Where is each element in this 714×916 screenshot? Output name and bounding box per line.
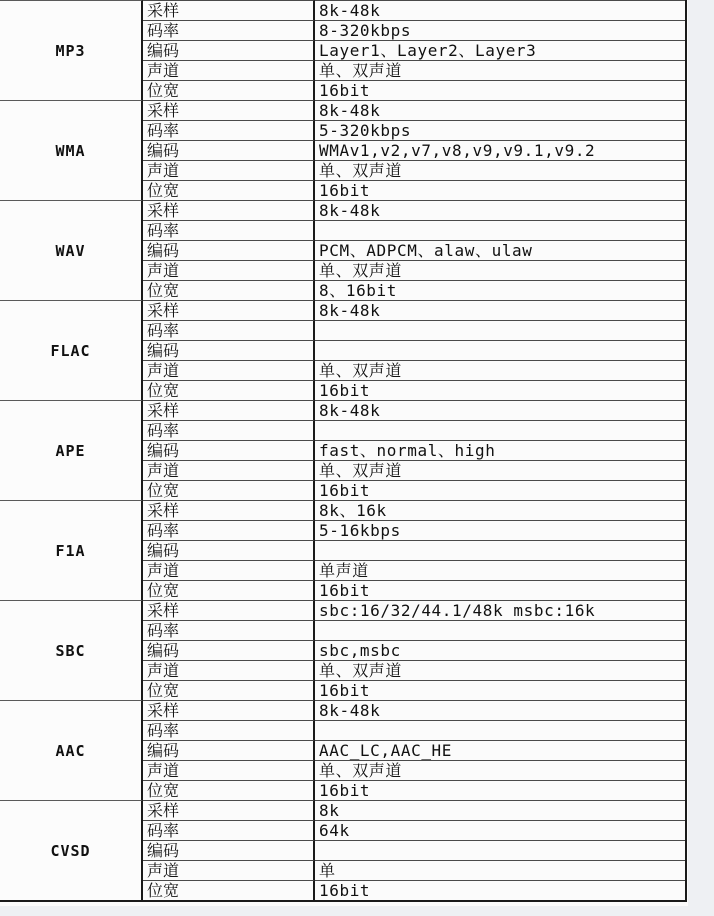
attribute-label-cell: 编码: [143, 240, 315, 260]
attribute-label-cell: 码率: [143, 320, 315, 340]
attribute-value-cell: 8k: [315, 800, 685, 820]
attribute-label-cell: 声道: [143, 660, 315, 680]
attribute-value-cell: 16bit: [315, 180, 685, 200]
attribute-label-cell: 码率: [143, 420, 315, 440]
attribute-label-cell: 声道: [143, 760, 315, 780]
attribute-value-cell: [315, 420, 685, 440]
attribute-value-cell: 16bit: [315, 80, 685, 100]
attribute-value-cell: 单、双声道: [315, 160, 685, 180]
format-name-cell: CVSD: [0, 800, 143, 900]
attribute-value-cell: [315, 340, 685, 360]
attribute-label-cell: 声道: [143, 160, 315, 180]
attribute-value-cell: 16bit: [315, 380, 685, 400]
attribute-value-cell: [315, 620, 685, 640]
attribute-value-cell: 单、双声道: [315, 360, 685, 380]
format-name-cell: WAV: [0, 200, 143, 300]
attribute-value-cell: 8k、16k: [315, 500, 685, 520]
attribute-value-cell: 单声道: [315, 560, 685, 580]
attribute-label-cell: 码率: [143, 820, 315, 840]
attribute-label-cell: 采样: [143, 300, 315, 320]
attribute-value-cell: 单、双声道: [315, 60, 685, 80]
attribute-label-cell: 声道: [143, 260, 315, 280]
attribute-label-cell: 码率: [143, 520, 315, 540]
attribute-value-cell: 16bit: [315, 880, 685, 900]
format-name-cell: WMA: [0, 100, 143, 200]
attribute-label-cell: 位宽: [143, 80, 315, 100]
attribute-label-cell: 位宽: [143, 580, 315, 600]
attribute-value-cell: 单、双声道: [315, 760, 685, 780]
format-name-cell: AAC: [0, 700, 143, 800]
format-name-cell: SBC: [0, 600, 143, 700]
attribute-label-cell: 编码: [143, 740, 315, 760]
attribute-label-cell: 编码: [143, 140, 315, 160]
attribute-value-cell: 8k-48k: [315, 300, 685, 320]
format-name-cell: MP3: [0, 0, 143, 100]
attribute-value-cell: 单、双声道: [315, 660, 685, 680]
attribute-value-cell: Layer1、Layer2、Layer3: [315, 40, 685, 60]
attribute-label-cell: 位宽: [143, 680, 315, 700]
attribute-value-cell: 8-320kbps: [315, 20, 685, 40]
format-name-cell: APE: [0, 400, 143, 500]
attribute-label-cell: 码率: [143, 120, 315, 140]
attribute-value-cell: WMAv1,v2,v7,v8,v9,v9.1,v9.2: [315, 140, 685, 160]
attribute-label-cell: 位宽: [143, 280, 315, 300]
attribute-label-cell: 位宽: [143, 780, 315, 800]
attribute-value-cell: AAC_LC,AAC_HE: [315, 740, 685, 760]
attribute-label-cell: 位宽: [143, 880, 315, 900]
attribute-value-cell: 8k-48k: [315, 400, 685, 420]
attribute-label-cell: 采样: [143, 600, 315, 620]
attribute-label-cell: 位宽: [143, 380, 315, 400]
attribute-label-cell: 采样: [143, 700, 315, 720]
attribute-label-cell: 码率: [143, 20, 315, 40]
attribute-label-cell: 码率: [143, 720, 315, 740]
attribute-value-cell: sbc,msbc: [315, 640, 685, 660]
attribute-value-cell: 单、双声道: [315, 260, 685, 280]
attribute-label-cell: 编码: [143, 840, 315, 860]
attribute-label-cell: 采样: [143, 200, 315, 220]
format-name-cell: FLAC: [0, 300, 143, 400]
attribute-label-cell: 声道: [143, 360, 315, 380]
attribute-value-cell: 8k-48k: [315, 700, 685, 720]
attribute-label-cell: 编码: [143, 340, 315, 360]
attribute-value-cell: sbc:16/32/44.1/48k msbc:16k: [315, 600, 685, 620]
attribute-value-cell: 16bit: [315, 780, 685, 800]
attribute-label-cell: 编码: [143, 540, 315, 560]
attribute-label-cell: 采样: [143, 400, 315, 420]
attribute-label-cell: 采样: [143, 100, 315, 120]
attribute-label-cell: 码率: [143, 220, 315, 240]
attribute-value-cell: 5-16kbps: [315, 520, 685, 540]
attribute-value-cell: 64k: [315, 820, 685, 840]
attribute-label-cell: 位宽: [143, 180, 315, 200]
attribute-label-cell: 位宽: [143, 480, 315, 500]
attribute-label-cell: 码率: [143, 620, 315, 640]
attribute-value-cell: 8k-48k: [315, 0, 685, 20]
attribute-value-cell: 单、双声道: [315, 460, 685, 480]
attribute-value-cell: 单: [315, 860, 685, 880]
attribute-value-cell: 16bit: [315, 680, 685, 700]
attribute-value-cell: 16bit: [315, 480, 685, 500]
attribute-value-cell: 16bit: [315, 580, 685, 600]
attribute-label-cell: 声道: [143, 560, 315, 580]
attribute-value-cell: fast、normal、high: [315, 440, 685, 460]
attribute-value-cell: [315, 540, 685, 560]
attribute-value-cell: [315, 840, 685, 860]
attribute-value-cell: [315, 220, 685, 240]
attribute-label-cell: 声道: [143, 860, 315, 880]
attribute-value-cell: [315, 720, 685, 740]
attribute-label-cell: 编码: [143, 640, 315, 660]
attribute-value-cell: 8、16bit: [315, 280, 685, 300]
attribute-label-cell: 编码: [143, 440, 315, 460]
attribute-value-cell: 5-320kbps: [315, 120, 685, 140]
attribute-label-cell: 声道: [143, 60, 315, 80]
format-name-cell: F1A: [0, 500, 143, 600]
attribute-value-cell: 8k-48k: [315, 200, 685, 220]
attribute-value-cell: PCM、ADPCM、alaw、ulaw: [315, 240, 685, 260]
attribute-value-cell: [315, 320, 685, 340]
attribute-label-cell: 声道: [143, 460, 315, 480]
attribute-label-cell: 编码: [143, 40, 315, 60]
attribute-label-cell: 采样: [143, 800, 315, 820]
attribute-label-cell: 采样: [143, 500, 315, 520]
attribute-label-cell: 采样: [143, 0, 315, 20]
attribute-value-cell: 8k-48k: [315, 100, 685, 120]
